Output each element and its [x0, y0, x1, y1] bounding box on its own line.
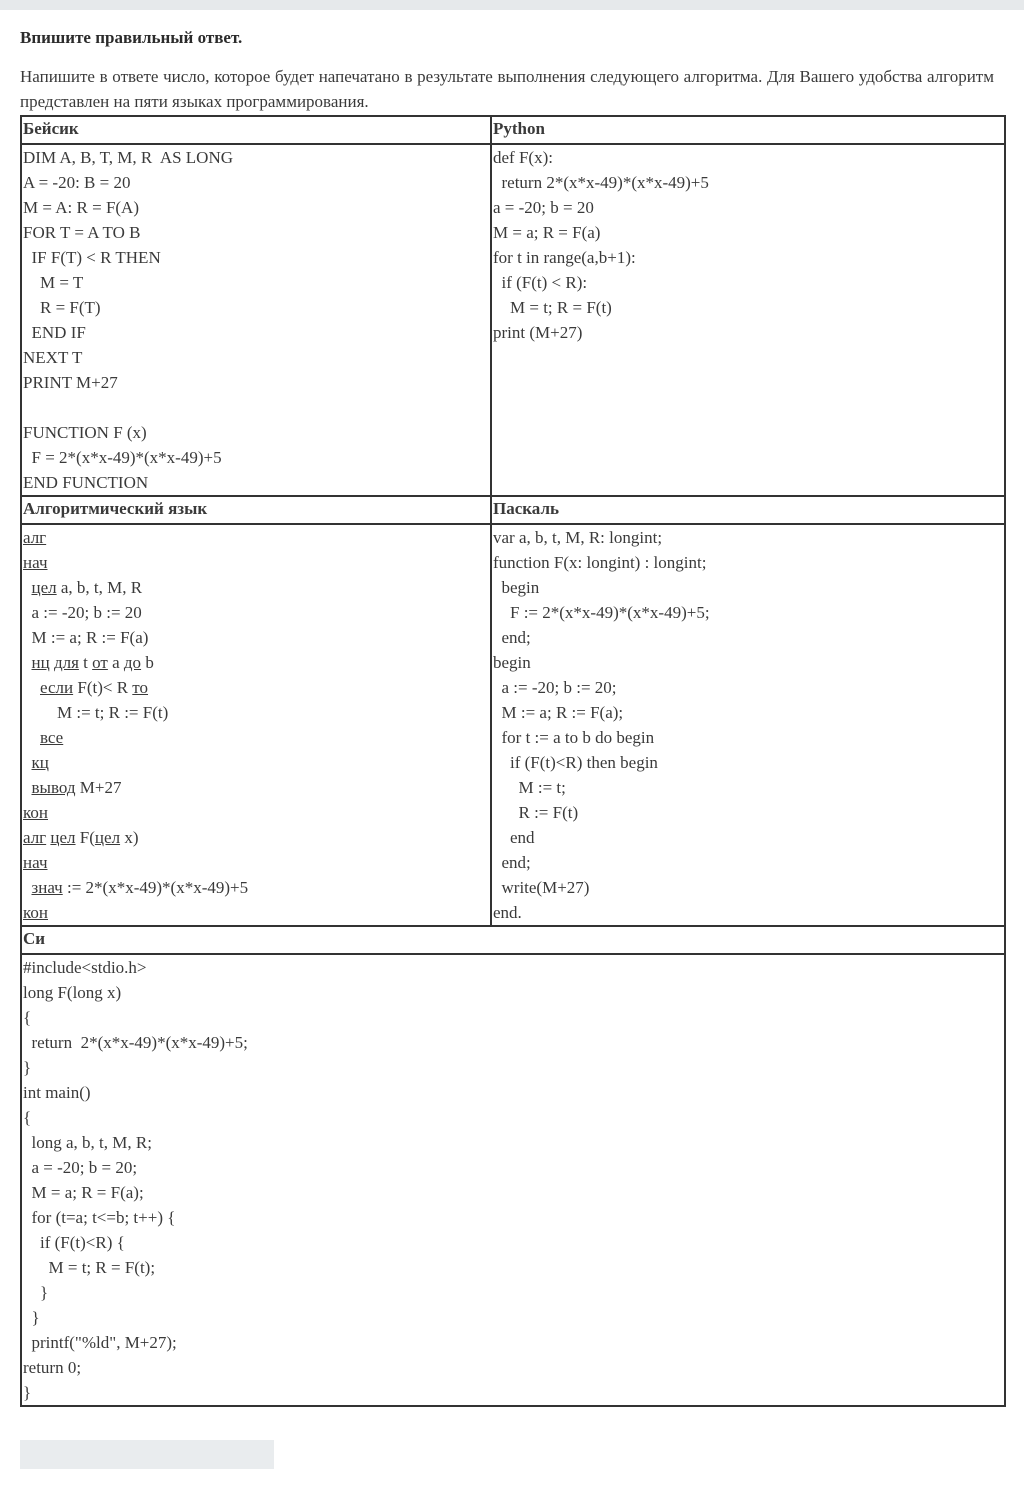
code-line — [23, 625, 490, 650]
code-text: M := a; R := F(a) — [31, 628, 149, 647]
code-line: DIM A, B, T, M, R AS LONG — [23, 148, 234, 167]
keyword: нач — [23, 553, 48, 572]
keyword: цел — [50, 828, 76, 847]
code-line: return 0; — [23, 1358, 82, 1377]
code-line: R := F(t) — [493, 803, 579, 822]
keyword: нц — [31, 653, 50, 672]
code-line: return 2*(x*x-49)*(x*x-49)+5 — [493, 173, 709, 192]
keyword: вывод — [31, 778, 76, 797]
code-line: end — [493, 828, 535, 847]
keyword: алг — [23, 828, 47, 847]
code-line: begin — [493, 578, 540, 597]
code-line: M := a; R := F(a); — [493, 703, 624, 722]
code-line: M = a; R = F(a) — [493, 223, 601, 242]
code-line: END IF — [23, 323, 86, 342]
python-header: Python — [491, 116, 1005, 144]
code-line — [23, 900, 490, 925]
code-line: end; — [493, 853, 531, 872]
basic-header: Бейсик — [21, 116, 491, 144]
code-line: end. — [493, 903, 522, 922]
code-line: end; — [493, 628, 531, 647]
code-line: FOR T = A TO B — [23, 223, 141, 242]
code-line: R = F(T) — [23, 298, 101, 317]
basic-code — [21, 144, 491, 496]
code-line: int main() — [23, 1083, 91, 1102]
keyword: знач — [31, 878, 63, 897]
code-line: } — [23, 1308, 40, 1327]
python-code — [491, 144, 1005, 496]
code-line: { — [23, 1008, 32, 1027]
keyword: цел — [94, 828, 121, 847]
code-line: printf("%ld", M+27); — [23, 1333, 177, 1352]
code-line: a = -20; b = 20 — [493, 198, 594, 217]
code-line: IF F(T) < R THEN — [23, 248, 161, 267]
code-line — [23, 575, 490, 600]
keyword: от — [92, 653, 108, 672]
code-line: a = -20; b = 20; — [23, 1158, 138, 1177]
keyword: нач — [23, 853, 48, 872]
code-line — [23, 600, 490, 625]
code-line: M = t; R = F(t); — [23, 1258, 156, 1277]
code-text: x) — [120, 828, 139, 847]
code-line: A = -20: B = 20 — [23, 173, 131, 192]
code-line: begin — [493, 653, 531, 672]
code-line: NEXT T — [23, 348, 83, 367]
code-line — [23, 525, 490, 550]
code-line: M = A: R = F(A) — [23, 198, 139, 217]
code-line: if (F(t)<R) { — [23, 1233, 125, 1252]
code-text: a — [107, 653, 124, 672]
code-line: var a, b, t, M, R: longint; — [493, 528, 663, 547]
code-line: write(M+27) — [493, 878, 590, 897]
task-description: Напишите в ответе число, которое будет напечатано в результате выполнения следующего алгоритма. Для Вашего удобства алгоритм представлен на пяти языках программирования. — [20, 67, 994, 111]
code-line: for t := a to b do begin — [493, 728, 655, 747]
top-bar — [0, 0, 1024, 10]
algo-code — [21, 524, 491, 926]
code-line: return 2*(x*x-49)*(x*x-49)+5; — [23, 1033, 248, 1052]
pascal-code — [491, 524, 1005, 926]
algo-header: Алгоритмический язык — [21, 496, 491, 524]
code-line — [23, 800, 490, 825]
c-code — [21, 954, 1005, 1406]
code-line — [23, 700, 490, 725]
keyword: все — [40, 728, 64, 747]
pascal-header: Паскаль — [491, 496, 1005, 524]
c-header: Си — [21, 926, 1005, 954]
code-line: function F(x: longint) : longint; — [493, 553, 707, 572]
code-text: a := -20; b := 20 — [31, 603, 142, 622]
code-line: F = 2*(x*x-49)*(x*x-49)+5 — [23, 448, 222, 467]
code-text: F(t)< R — [73, 678, 133, 697]
code-line: long a, b, t, M, R; — [23, 1133, 152, 1152]
code-text: t — [78, 653, 93, 672]
task-instruction: Впишите правильный ответ. — [20, 28, 243, 47]
code-line: PRINT M+27 — [23, 373, 118, 392]
code-line: } — [23, 1058, 32, 1077]
keyword: для — [53, 653, 79, 672]
code-text: := 2*(x*x-49)*(x*x-49)+5 — [62, 878, 249, 897]
code-text: a, b, t, M, R — [56, 578, 143, 597]
code-line: { — [23, 1108, 32, 1127]
keyword: до — [123, 653, 142, 672]
code-line — [23, 875, 490, 900]
code-line: if (F(t)<R) then begin — [493, 753, 658, 772]
keyword: алг — [23, 528, 47, 547]
keyword: цел — [31, 578, 57, 597]
code-line — [23, 850, 490, 875]
code-line — [23, 550, 490, 575]
code-text: b — [141, 653, 154, 672]
code-line: print (M+27) — [493, 323, 583, 342]
code-line — [23, 395, 490, 420]
code-line: for t in range(a,b+1): — [493, 248, 636, 267]
code-line: } — [23, 1383, 32, 1402]
code-line: a := -20; b := 20; — [493, 678, 617, 697]
keyword: то — [132, 678, 149, 697]
code-line — [23, 675, 490, 700]
code-table — [20, 115, 1006, 1407]
code-line: } — [23, 1283, 49, 1302]
code-line — [23, 650, 490, 675]
code-line: #include<stdio.h> — [23, 958, 147, 977]
code-line — [23, 775, 490, 800]
code-line: for (t=a; t<=b; t++) { — [23, 1208, 176, 1227]
answer-input[interactable] — [20, 1440, 274, 1469]
code-line: M = t; R = F(t) — [493, 298, 612, 317]
code-text: M := t; R := F(t) — [57, 703, 169, 722]
code-text: M+27 — [75, 778, 122, 797]
keyword: кон — [23, 803, 48, 822]
code-line: M := t; — [493, 778, 566, 797]
keyword: кц — [31, 753, 49, 772]
code-line: M = a; R = F(a); — [23, 1183, 144, 1202]
code-line — [23, 750, 490, 775]
code-text: F( — [75, 828, 95, 847]
code-line — [23, 825, 490, 850]
code-line: FUNCTION F (x) — [23, 423, 147, 442]
code-line: END FUNCTION — [23, 473, 149, 492]
code-line: def F(x): — [493, 148, 553, 167]
code-line: if (F(t) < R): — [493, 273, 588, 292]
code-line: F := 2*(x*x-49)*(x*x-49)+5; — [493, 603, 710, 622]
code-line: long F(long x) — [23, 983, 122, 1002]
code-line: M = T — [23, 273, 84, 292]
keyword: если — [40, 678, 74, 697]
code-line — [23, 725, 490, 750]
keyword: кон — [23, 903, 48, 922]
